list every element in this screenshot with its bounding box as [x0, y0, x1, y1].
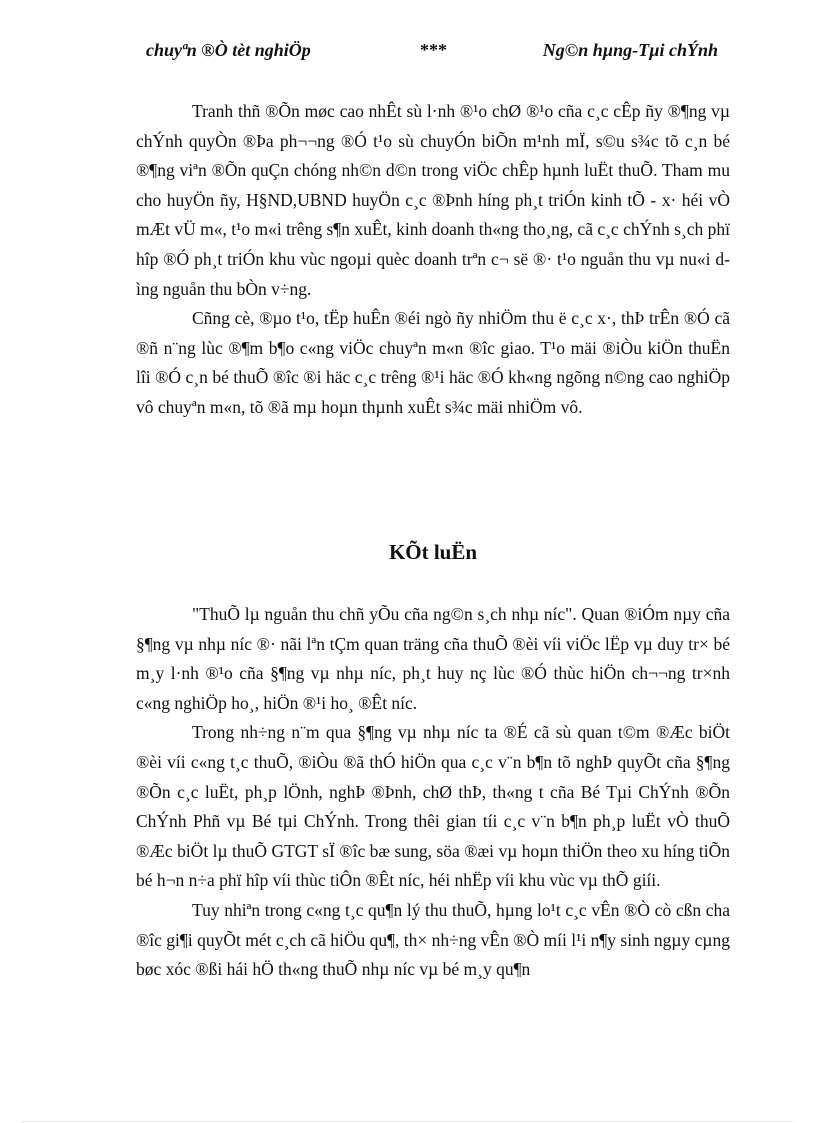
page-header	[146, 40, 718, 68]
header-center-stars: ***	[420, 40, 447, 60]
header-left-text: chuyªn ®Ò tèt nghiÖp	[146, 40, 311, 60]
header-right-text: Ng©n hµng-Tµi chÝnh	[542, 40, 718, 60]
page-bottom-divider	[22, 1121, 794, 1122]
section-heading: KÕt luËn	[388, 540, 478, 564]
paragraph: Tranh thñ ®Õn møc cao nhÊt sù l·nh ®¹o chØ ®¹o cña c¸c cÊp ñy ®¶ng vµ chÝnh quyÒn ®Þa ph¬¬ng ®Ó t¹o sù chuyÓn biÕn m¹nh mÏ, s©u s¾c tõ c¸n bé ®¶ng viªn ®Õn quÇn chóng nh©n d©n trong viÖc chÊp hµnh luËt thuÕ. Tham mu cho huyÖn ñy, H§ND,UBND huyÖn c¸c ®Þnh híng ph¸t triÓn kinh tÕ - x· héi vÒ mÆt vÜ m«, t¹o m«i trêng s¶n xuÊt, kinh doanh th«ng tho¸ng, cã c¸c chÝnh s¸ch phï hîp ®Ó ph¸t triÓn khu vùc ngoµi quèc doanh trªn c¬ së ®· t¹o nguån thu vµ nu«i dìng nguån thu bÒn v÷ng.	[136, 101, 730, 299]
paragraph: Cñng cè, ®µo t¹o, tËp huÊn ®éi ngò ñy nhiÖm thu ë c¸c x·, thÞ trÊn ®Ó cã ®ñ n¨ng lùc ®¶m b¶o c«ng viÖc chuyªn m«n ®îc giao. T¹o mäi ®iÒu kiÖn thuËn lîi ®Ó c¸n bé thuÕ ®îc ®i häc c¸c trêng ®¹i häc ®Ó kh«ng ngõng n©ng cao nghiÖp vô chuyªn m«n, tõ ®ã mµ hoµn thµnh xuÊt s¾c mäi nhiÖm vô.	[136, 308, 730, 417]
paragraph: Trong nh÷ng n¨m qua §¶ng vµ nhµ níc ta ®É cã sù quan t©m ®Æc biÖt ®èi víi c«ng t¸c thuÕ, ®iÒu ®ã thÓ hiÖn qua c¸c v¨n b¶n tõ nghÞ quyÕt cña §¶ng ®Õn c¸c luËt, ph¸p lÖnh, nghÞ ®Þnh, chØ thÞ, th«ng t cña Bé Tµi ChÝnh ®Õn ChÝnh Phñ vµ Bé tµi ChÝnh. Trong thêi gian tíi c¸c v¨n b¶n ph¸p luËt vÒ thuÕ ®Æc biÖt lµ thuÕ GTGT sÏ ®îc bæ sung, söa ®æi vµ hoµn thiÖn theo xu híng tiÕn bé h¬n n÷a phï hîp víi thùc tiÔn ®Êt níc, héi nhËp víi khu vùc vµ thÕ giíi.	[136, 722, 730, 891]
section-2-body	[136, 600, 730, 985]
paragraph: "ThuÕ lµ nguån thu chñ yÕu cña ng©n s¸ch nhµ níc". Quan ®iÓm nµy cña §¶ng vµ nhµ níc ®· nãi lªn tÇm quan träng cña thuÕ ®èi víi viÖc lËp vµ duy tr× bé m¸y l·nh ®¹o cña §¶ng vµ nhµ níc, ph¸t huy nç lùc ®Ó thùc hiÖn ch¬¬ng tr×nh c«ng nghiÖp ho¸, hiÖn ®¹i ho¸ ®Êt níc.	[136, 604, 730, 713]
paragraph: Tuy nhiªn trong c«ng t¸c qu¶n lý thu thuÕ, hµng lo¹t c¸c vÊn ®Ò cò cßn cha ®îc gi¶i quyÕt mét c¸ch cã hiÖu qu¶, th× nh÷ng vÊn ®Ò míi l¹i n¶y sinh ngµy cµng bøc xóc ®ßi hái hÖ th«ng thuÕ nhµ níc vµ bé m¸y qu¶n	[136, 899, 730, 980]
section-1-body	[136, 97, 730, 423]
